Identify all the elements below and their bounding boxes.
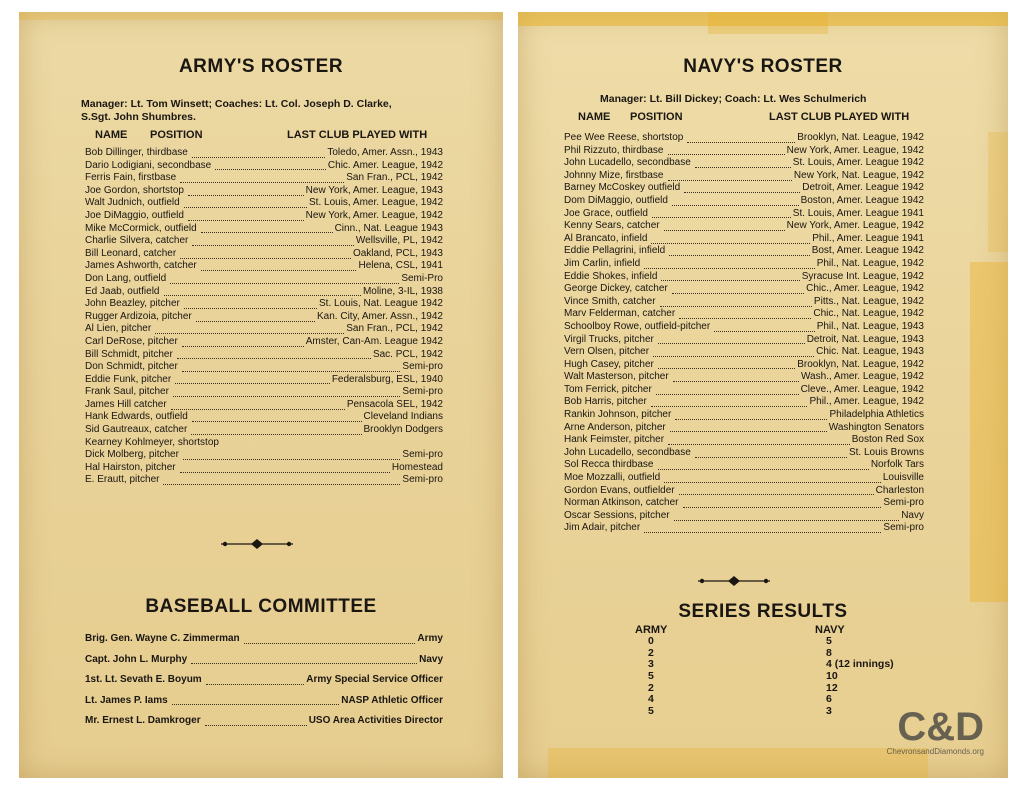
- table-row: [85, 197, 443, 210]
- row-value: Boston Red Sox: [851, 434, 924, 446]
- committee-list: [85, 629, 443, 732]
- table-row: [85, 437, 443, 450]
- row-value: Phil., Amer. League 1941: [812, 232, 924, 244]
- row-name: Bill Leonard, catcher: [85, 247, 177, 259]
- score-cell: 2: [648, 646, 654, 659]
- series-army-scores: [648, 636, 654, 718]
- row-name: Eddie Funk, pitcher: [85, 373, 172, 385]
- table-row: [564, 208, 924, 221]
- row-value: Chic., Amer. League, 1942: [806, 283, 924, 295]
- table-row: [85, 336, 443, 349]
- leader-dots: [163, 476, 400, 485]
- row-name: Walt Masterson, pitcher: [564, 371, 669, 383]
- leader-dots: [652, 209, 791, 218]
- row-name: Ferris Fain, firstbase: [85, 172, 177, 184]
- row-name: George Dickey, catcher: [564, 283, 668, 295]
- row-value: Army: [417, 633, 443, 644]
- table-row: [85, 260, 443, 273]
- table-row: [85, 374, 443, 387]
- table-row: [564, 271, 924, 284]
- row-name: Pee Wee Reese, shortstop: [564, 132, 684, 143]
- table-row: [564, 522, 924, 535]
- row-name: Vern Olsen, pitcher: [564, 346, 650, 358]
- leader-dots: [170, 275, 399, 284]
- table-row: [85, 349, 443, 362]
- row-value: Semi-pro: [883, 522, 924, 534]
- table-row: [85, 172, 443, 185]
- row-name: Bill Schmidt, pitcher: [85, 348, 173, 360]
- row-name: Rankin Johnson, pitcher: [564, 409, 672, 421]
- row-value: Sac. PCL, 1942: [372, 348, 443, 360]
- row-name: Jim Carlin, infield: [564, 257, 641, 269]
- row-value: Amster, Can-Am. League 1942: [305, 335, 443, 347]
- leader-dots: [191, 426, 361, 435]
- table-row: [564, 334, 924, 347]
- row-name: Gordon Evans, outfielder: [564, 484, 675, 496]
- table-row: [564, 145, 924, 158]
- row-value: New York, Amer. League, 1943: [305, 184, 443, 196]
- leader-dots: [155, 325, 344, 334]
- row-value: Toledo, Amer. Assn., 1943: [327, 147, 443, 158]
- table-row: [564, 459, 924, 472]
- row-value: Semi-Pro: [401, 272, 443, 284]
- row-value: Pitts., Nat. League, 1942: [813, 295, 924, 307]
- leader-dots: [172, 696, 340, 705]
- row-name: 1st. Lt. Sevath E. Boyum: [85, 674, 202, 685]
- table-row: [85, 273, 443, 286]
- row-name: John Beazley, pitcher: [85, 298, 180, 310]
- row-name: Walt Judnich, outfield: [85, 197, 180, 209]
- row-name: Kenny Sears, catcher: [564, 220, 660, 232]
- leader-dots: [695, 449, 847, 458]
- row-name: Al Lien, pitcher: [85, 323, 152, 335]
- leader-dots: [192, 413, 362, 422]
- table-row: [85, 691, 443, 712]
- table-row: [564, 258, 924, 271]
- row-value: Bost, Amer. League 1942: [811, 245, 924, 257]
- row-value: St. Louis, Nat. League 1942: [319, 298, 443, 310]
- score-cell: 0: [648, 635, 654, 647]
- leader-dots: [664, 474, 881, 483]
- leader-dots: [644, 524, 881, 533]
- leader-dots: [651, 398, 808, 407]
- leader-dots: [205, 717, 307, 726]
- row-name: Carl DeRose, pitcher: [85, 335, 178, 347]
- table-row: [564, 170, 924, 183]
- leader-dots: [173, 388, 400, 397]
- leader-dots: [180, 250, 351, 259]
- navy-staff: Manager: Lt. Bill Dickey; Coach: Lt. Wes Schulmerich: [600, 93, 867, 105]
- row-value: St. Louis, Amer. League 1941: [792, 207, 924, 219]
- navy-col-position: POSITION: [630, 111, 683, 123]
- table-row: [564, 346, 924, 359]
- army-staff-line1: Manager: Lt. Tom Winsett; Coaches: Lt. Col. Joseph D. Clarke,: [81, 98, 392, 110]
- leader-dots: [695, 159, 791, 168]
- row-value: Navy: [901, 509, 924, 521]
- table-row: [85, 399, 443, 412]
- row-value: St. Louis, Amer. League 1942: [792, 157, 924, 169]
- table-row: [85, 424, 443, 437]
- right-page: [518, 12, 1008, 778]
- leader-dots: [658, 360, 795, 369]
- leader-dots: [658, 335, 805, 344]
- leader-dots: [668, 172, 792, 181]
- leader-dots: [171, 401, 345, 410]
- table-row: [564, 497, 924, 510]
- table-row: [564, 396, 924, 409]
- row-value: Moline, 3-IL, 1938: [362, 285, 443, 297]
- score-cell: 10: [826, 670, 838, 683]
- navy-col-club: LAST CLUB PLAYED WITH: [769, 111, 910, 123]
- row-name: Oscar Sessions, pitcher: [564, 509, 670, 521]
- row-name: Jim Adair, pitcher: [564, 522, 641, 534]
- row-value: NASP Athletic Officer: [341, 694, 443, 706]
- row-value: Pensacola SEL, 1942: [346, 398, 443, 410]
- leader-dots: [175, 375, 330, 384]
- leader-dots: [201, 262, 357, 271]
- table-row: [85, 462, 443, 475]
- table-row: [564, 447, 924, 460]
- row-value: Boston, Amer. League 1942: [800, 194, 924, 206]
- table-row: [85, 210, 443, 223]
- row-value: Brooklyn Dodgers: [363, 424, 443, 436]
- army-col-club: LAST CLUB PLAYED WITH: [287, 129, 428, 141]
- series-navy-label: NAVY: [815, 624, 845, 636]
- row-name: Marv Felderman, catcher: [564, 308, 676, 320]
- table-row: [85, 411, 443, 424]
- table-row: [564, 321, 924, 334]
- table-row: [85, 449, 443, 462]
- row-value: Brooklyn, Nat. League, 1942: [797, 358, 924, 370]
- leader-dots: [669, 247, 810, 256]
- score-cell: 8: [826, 646, 832, 659]
- leader-dots: [180, 174, 344, 183]
- row-value: Chic. Nat. League, 1943: [816, 346, 924, 358]
- table-row: [85, 311, 443, 324]
- table-row: [85, 298, 443, 311]
- row-name: Rugger Ardizoia, pitcher: [85, 310, 192, 322]
- row-name: Joe Gordon, shortstop: [85, 184, 184, 196]
- row-name: Don Lang, outfield: [85, 272, 167, 284]
- row-value: Chic., Nat. League, 1942: [813, 308, 924, 320]
- leader-dots: [674, 512, 900, 521]
- table-row: [564, 296, 924, 309]
- row-value: San Fran., PCL, 1942: [346, 172, 443, 184]
- series-army-label: ARMY: [635, 624, 668, 636]
- army-col-position: POSITION: [150, 129, 203, 141]
- leader-dots: [192, 149, 326, 158]
- row-value: Cinn., Nat. League 1943: [334, 222, 443, 234]
- row-value: Semi-pro: [883, 497, 924, 509]
- row-name: Capt. John L. Murphy: [85, 653, 188, 665]
- row-name: John Lucadello, secondbase: [564, 157, 691, 169]
- army-roster-title: ARMY'S ROSTER: [178, 56, 344, 77]
- row-value: Detroit, Amer. League 1942: [802, 182, 924, 194]
- row-name: Moe Mozzalli, outfield: [564, 472, 661, 484]
- row-name: James Hill catcher: [85, 398, 167, 410]
- row-value: Syracuse Int. League, 1942: [801, 270, 924, 282]
- row-name: Dick Molberg, pitcher: [85, 449, 179, 461]
- row-name: Sid Gautreaux, catcher: [85, 424, 188, 436]
- leader-dots: [177, 350, 371, 359]
- table-row: [85, 147, 443, 160]
- divider-ornament: [696, 575, 772, 587]
- leader-dots: [188, 212, 304, 221]
- row-value: Semi-pro: [402, 474, 443, 486]
- row-name: Eddie Pellagrini, infield: [564, 245, 666, 257]
- score-cell: 4 (12 innings): [826, 658, 894, 671]
- leader-dots: [192, 237, 354, 246]
- table-row: [564, 245, 924, 258]
- row-value: Semi-pro: [402, 386, 443, 398]
- leader-dots: [188, 187, 304, 196]
- row-value: New York, Amer. League, 1942: [305, 209, 443, 221]
- table-row: [85, 650, 443, 671]
- row-value: Homestead: [391, 461, 443, 473]
- leader-dots: [658, 461, 869, 470]
- row-name: Bob Harris, pitcher: [564, 396, 647, 408]
- row-name: Tom Ferrick, pitcher: [564, 383, 652, 395]
- row-value: Detroit, Nat. League, 1943: [806, 333, 924, 345]
- table-row: [564, 422, 924, 435]
- row-name: Hank Edwards, outfield: [85, 411, 188, 423]
- leader-dots: [184, 300, 317, 309]
- score-cell: 3: [648, 658, 654, 671]
- navy-roster-title: NAVY'S ROSTER: [683, 56, 843, 77]
- navy-col-name: NAME: [578, 111, 611, 123]
- row-value: Kan. City, Amer. Assn., 1942: [317, 310, 443, 322]
- army-staff: [81, 98, 463, 124]
- leader-dots: [182, 338, 304, 347]
- table-row: [564, 157, 924, 170]
- row-value: Norfolk Tars: [870, 459, 924, 471]
- row-value: Army Special Service Officer: [306, 674, 443, 685]
- score-cell: 5: [648, 705, 654, 718]
- table-row: [85, 323, 443, 336]
- table-row: [564, 132, 924, 145]
- series-results-title: SERIES RESULTS: [678, 601, 848, 622]
- table-row: [85, 711, 443, 732]
- row-value: Cleve., Amer. League, 1942: [800, 383, 924, 395]
- row-value: Chic. Amer. League, 1942: [327, 159, 443, 171]
- row-value: St. Louis, Amer. League, 1942: [309, 197, 443, 209]
- row-name: Norman Atkinson, catcher: [564, 497, 679, 509]
- table-row: [85, 670, 443, 691]
- table-row: [564, 371, 924, 384]
- leader-dots: [215, 161, 326, 170]
- row-name: James Ashworth, catcher: [85, 260, 197, 272]
- committee-title: BASEBALL COMMITTEE: [145, 596, 377, 617]
- row-name: Charlie Silvera, catcher: [85, 235, 189, 247]
- divider-ornament: [219, 538, 295, 550]
- row-value: Semi-pro: [402, 361, 443, 373]
- leader-dots: [668, 436, 850, 445]
- row-name: Hugh Casey, pitcher: [564, 358, 654, 370]
- row-value: Washington Senators: [828, 421, 924, 433]
- row-name: Lt. James P. Iams: [85, 694, 168, 706]
- row-name: John Lucadello, secondbase: [564, 446, 691, 458]
- table-row: [85, 629, 443, 650]
- row-name: Dario Lodigiani, secondbase: [85, 159, 212, 171]
- leader-dots: [675, 411, 827, 420]
- leader-dots: [687, 134, 795, 143]
- score-cell: 3: [826, 705, 832, 718]
- leader-dots: [184, 199, 307, 208]
- row-value: Louisville: [882, 472, 924, 484]
- row-value: Philadelphia Athletics: [829, 409, 924, 421]
- table-row: [564, 220, 924, 233]
- cd-logo-mark: C&D: [897, 705, 984, 749]
- row-name: Bob Dillinger, thirdbase: [85, 147, 188, 158]
- row-name: Barney McCoskey outfield: [564, 182, 681, 194]
- row-name: Phil Rizzuto, thirdbase: [564, 144, 664, 156]
- row-value: Wash., Amer. League, 1942: [800, 371, 924, 383]
- row-value: Phil., Amer. League, 1942: [809, 396, 924, 408]
- table-row: [85, 235, 443, 248]
- cd-logo: [887, 707, 984, 756]
- row-value: Cleveland Indians: [363, 411, 443, 423]
- table-row: [564, 195, 924, 208]
- leader-dots: [672, 285, 804, 294]
- score-cell: 4: [648, 693, 654, 706]
- leader-dots: [191, 655, 417, 664]
- score-cell: 6: [826, 693, 832, 706]
- row-value: USO Area Activities Director: [308, 715, 443, 726]
- row-value: San Fran., PCL, 1942: [346, 323, 443, 335]
- row-name: Virgil Trucks, pitcher: [564, 333, 654, 345]
- row-value: New York, Amer. League, 1942: [786, 144, 924, 156]
- row-value: Wellsville, PL, 1942: [355, 235, 443, 247]
- row-value: Oakland, PCL, 1943: [352, 247, 443, 259]
- series-navy-scores: [826, 636, 894, 718]
- row-name: Joe Grace, outfield: [564, 207, 648, 219]
- row-value: Federalsburg, ESL, 1940: [331, 373, 443, 385]
- row-value: Brooklyn, Nat. League, 1942: [797, 132, 924, 143]
- table-row: [564, 233, 924, 246]
- leader-dots: [164, 287, 361, 296]
- row-name: Hank Feimster, pitcher: [564, 434, 665, 446]
- leader-dots: [653, 348, 814, 357]
- row-name: Mike McCormick, outfield: [85, 222, 197, 234]
- row-name: Mr. Ernest L. Damkroger: [85, 715, 201, 726]
- table-row: [85, 361, 443, 374]
- army-col-name: NAME: [95, 129, 128, 141]
- leader-dots: [668, 146, 785, 155]
- cd-logo-url: ChevronsandDiamonds.org: [886, 747, 984, 756]
- leader-dots: [206, 676, 305, 685]
- leader-dots: [684, 184, 800, 193]
- leader-dots: [183, 451, 401, 460]
- table-row: [564, 384, 924, 397]
- leader-dots: [180, 464, 390, 473]
- navy-roster-list: [564, 132, 924, 535]
- table-row: [564, 283, 924, 296]
- table-row: [85, 185, 443, 198]
- row-name: Johnny Mize, firstbase: [564, 169, 664, 181]
- table-row: [85, 248, 443, 261]
- leader-dots: [196, 313, 315, 322]
- leader-dots: [656, 386, 799, 395]
- leader-dots: [244, 635, 416, 644]
- row-value: Phil., Nat. League, 1942: [816, 257, 924, 269]
- score-cell: 12: [826, 681, 838, 694]
- leader-dots: [651, 235, 810, 244]
- leader-dots: [673, 373, 799, 382]
- army-staff-line2: S.Sgt. John Shumbres.: [81, 111, 196, 123]
- table-row: [564, 308, 924, 321]
- row-name: Schoolboy Rowe, outfield-pitcher: [564, 320, 711, 332]
- row-name: Don Schmidt, pitcher: [85, 361, 178, 373]
- leader-dots: [201, 224, 333, 233]
- row-name: Arne Anderson, pitcher: [564, 421, 666, 433]
- leader-dots: [182, 363, 401, 372]
- row-name: E. Erautt, pitcher: [85, 474, 160, 486]
- row-value: New York, Nat. League, 1942: [793, 169, 924, 181]
- leader-dots: [679, 310, 811, 319]
- row-name: Dom DiMaggio, outfield: [564, 194, 668, 206]
- leader-dots: [644, 260, 815, 269]
- score-cell: 5: [648, 670, 654, 683]
- row-value: New York, Amer. League, 1942: [786, 220, 924, 232]
- row-name: Al Brancato, infield: [564, 232, 648, 244]
- row-name: Eddie Shokes, infield: [564, 270, 658, 282]
- table-row: [564, 409, 924, 422]
- row-name: Hal Hairston, pitcher: [85, 461, 176, 473]
- row-name: Kearney Kohlmeyer, shortstop: [85, 436, 219, 448]
- left-page: [19, 12, 503, 778]
- leader-dots: [672, 197, 799, 206]
- row-value: St. Louis Browns: [848, 446, 924, 458]
- leader-dots: [661, 272, 799, 281]
- row-value: Navy: [419, 653, 443, 665]
- row-name: Ed Jaab, outfield: [85, 285, 160, 297]
- leader-dots: [660, 298, 812, 307]
- table-row: [85, 160, 443, 173]
- table-row: [564, 510, 924, 523]
- score-cell: 5: [826, 635, 832, 647]
- table-row: [85, 474, 443, 487]
- score-cell: 2: [648, 681, 654, 694]
- row-value: Helena, CSL, 1941: [358, 260, 443, 272]
- table-row: [564, 485, 924, 498]
- leader-dots: [664, 222, 785, 231]
- row-name: Frank Saul, pitcher: [85, 386, 169, 398]
- table-row: [564, 434, 924, 447]
- row-value: Phil., Nat. League, 1943: [816, 320, 924, 332]
- row-value: Semi-pro: [402, 449, 443, 461]
- army-roster-list: [85, 147, 443, 487]
- row-name: Brig. Gen. Wayne C. Zimmerman: [85, 633, 240, 644]
- row-name: Vince Smith, catcher: [564, 295, 656, 307]
- row-value: Charleston: [875, 484, 924, 496]
- row-name: Joe DiMaggio, outfield: [85, 209, 184, 221]
- leader-dots: [679, 486, 874, 495]
- leader-dots: [683, 499, 882, 508]
- table-row: [564, 472, 924, 485]
- table-row: [564, 359, 924, 372]
- leader-dots: [670, 423, 827, 432]
- leader-dots: [714, 323, 814, 332]
- row-name: Sol Recca thirdbase: [564, 459, 654, 471]
- table-row: [564, 182, 924, 195]
- table-row: [85, 286, 443, 299]
- table-row: [85, 223, 443, 236]
- table-row: [85, 386, 443, 399]
